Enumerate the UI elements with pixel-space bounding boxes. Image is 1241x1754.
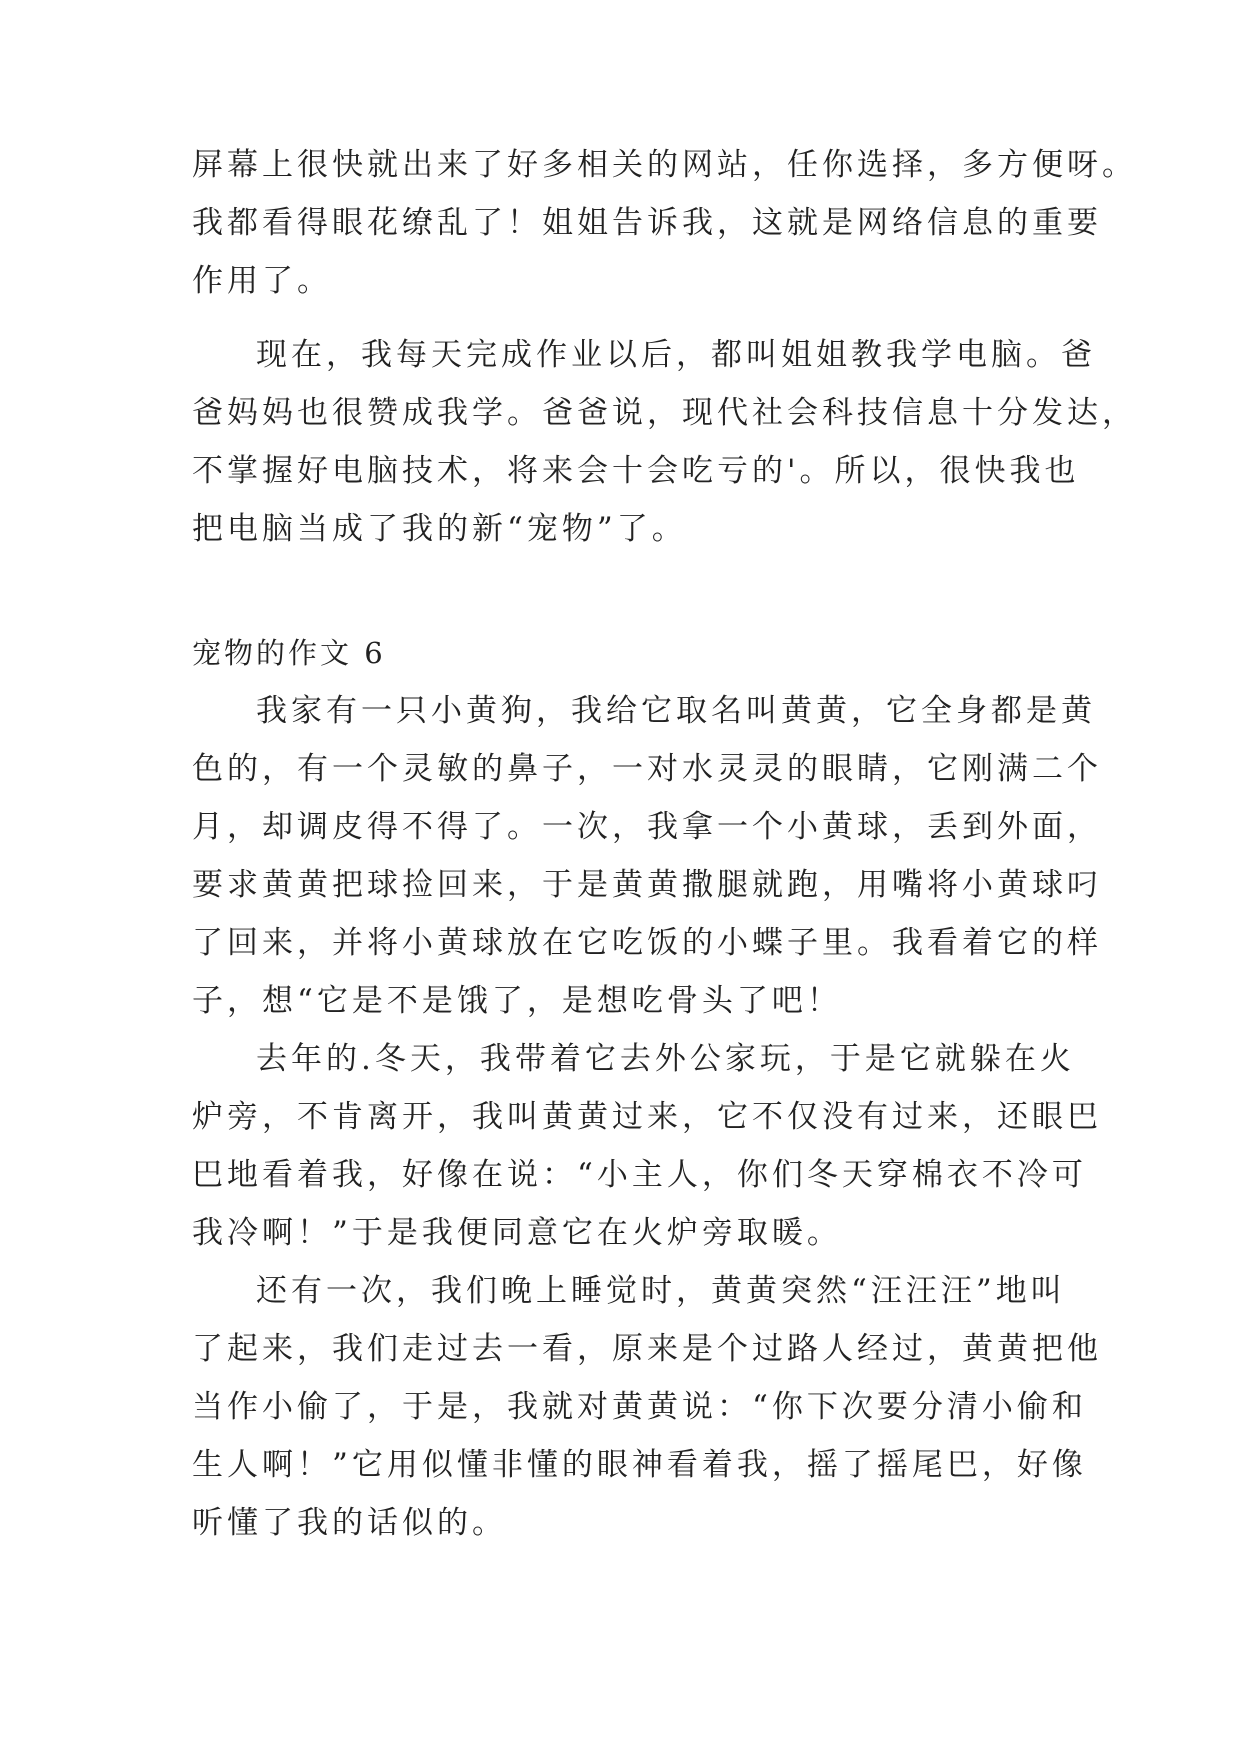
text-line: 作用了。 [192, 263, 332, 299]
text-line: 去年的.冬天，我带着它去外公家玩，于是它就躲在火 [256, 1041, 1075, 1077]
text-line: 炉旁，不肯离开，我叫黄黄过来，它不仅没有过来，还眼巴 [192, 1099, 1102, 1135]
intro-paragraph [192, 136, 1137, 310]
section-title-block [192, 624, 1072, 682]
paragraph-computer-pet [192, 326, 1137, 558]
text-line: 要求黄黄把球捡回来，于是黄黄撒腿就跑，用嘴将小黄球叼 [192, 867, 1102, 903]
text-line: 月，却调皮得不得了。一次，我拿一个小黄球，丢到外面， [192, 809, 1102, 845]
essay-paragraph-2 [192, 1030, 1102, 1262]
text-line: 屏幕上很快就出来了好多相关的网站，任你选择，多方便呀。 [192, 147, 1137, 183]
text-line: 巴地看着我，好像在说：“小主人，你们冬天穿棉衣不冷可 [192, 1157, 1087, 1193]
essay-paragraph-1 [192, 682, 1102, 1030]
text-line: 了回来，并将小黄球放在它吃饭的小蝶子里。我看着它的样 [192, 925, 1102, 961]
text-line: 生人啊！”它用似懂非懂的眼神看着我，摇了摇尾巴，好像 [192, 1447, 1087, 1483]
text-line: 把电脑当成了我的新“宠物”了。 [192, 511, 687, 547]
text-line: 还有一次，我们晚上睡觉时，黄黄突然“汪汪汪”地叫 [256, 1273, 1066, 1309]
text-line: 我都看得眼花缭乱了！姐姐告诉我，这就是网络信息的重要 [192, 205, 1102, 241]
text-line: 爸妈妈也很赞成我学。爸爸说，现代社会科技信息十分发达， [192, 395, 1137, 431]
text-line: 色的，有一个灵敏的鼻子，一对水灵灵的眼睛，它刚满二个 [192, 751, 1102, 787]
section-title: 宠物的作文 6 [192, 636, 386, 670]
text-line: 当作小偷了，于是，我就对黄黄说：“你下次要分清小偷和 [192, 1389, 1087, 1425]
text-line: 现在，我每天完成作业以后，都叫姐姐教我学电脑。爸 [256, 337, 1096, 373]
text-line: 了起来，我们走过去一看，原来是个过路人经过，黄黄把他 [192, 1331, 1102, 1367]
text-line: 子，想“它是不是饿了，是想吃骨头了吧！ [192, 983, 842, 1019]
essay-paragraph-3 [192, 1262, 1102, 1552]
text-line: 听懂了我的话似的。 [192, 1505, 507, 1541]
text-line: 我冷啊！”于是我便同意它在火炉旁取暖。 [192, 1215, 842, 1251]
text-line: 不掌握好电脑技术，将来会十会吃亏的'。所以，很快我也 [192, 453, 1080, 489]
text-line: 我家有一只小黄狗，我给它取名叫黄黄，它全身都是黄 [256, 693, 1096, 729]
